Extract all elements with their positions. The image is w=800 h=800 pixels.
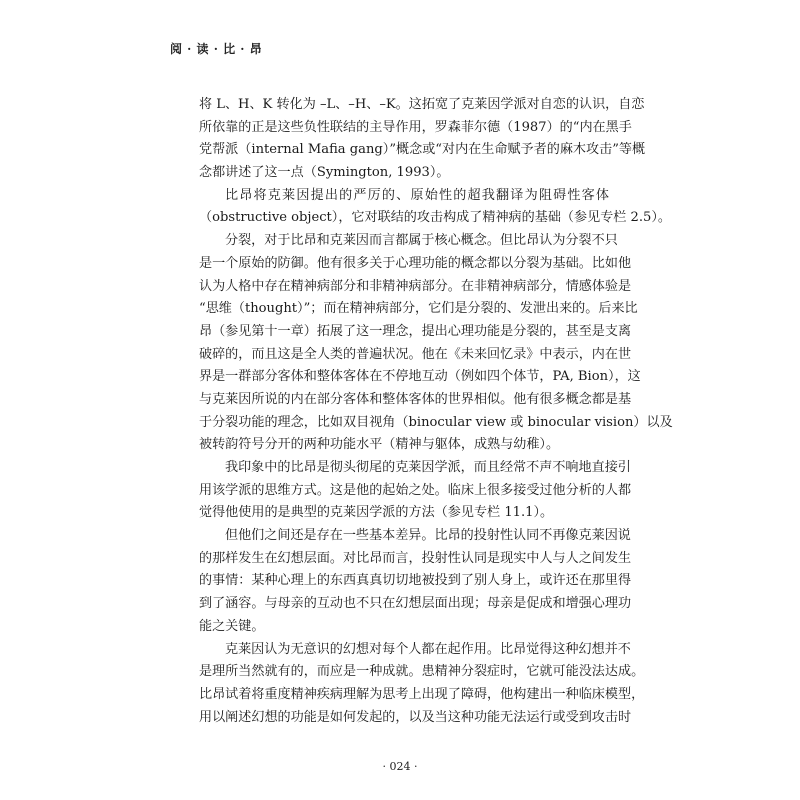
text-line: 比昂将克莱因提出的严厉的、原始性的超我翻译为阻碍性客体: [225, 187, 609, 203]
paragraph: [199, 185, 672, 230]
paragraph: [199, 457, 632, 525]
text-line: 昂（参见第十一章）拓展了这一理念，提出心理功能是分裂的，甚至是支离: [199, 323, 632, 339]
paragraph: [199, 230, 673, 457]
text-line: 是一个原始的防御。他有很多关于心理功能的概念都以分裂为基础。比如他: [199, 255, 632, 271]
text-line: “思维（thought）”；而在精神病部分，它们是分裂的、发泄出来的。后来比: [199, 301, 638, 317]
text-line: （obstructive object），它对联结的攻击构成了精神病的基础（参见专栏 2.5）。: [199, 210, 672, 226]
text-line: 是理所当然就有的，而应是一种成就。患精神分裂症时，它就可能没法达成。: [199, 664, 645, 680]
paragraph: [199, 94, 646, 185]
text-line: 被转韵符号分开的两种功能水平（精神与躯体，成熟与幼稚）。: [199, 437, 560, 453]
text-line: 到了涵容。与母亲的互动也不只在幻想层面出现；母亲是促成和增强心理功: [199, 596, 632, 612]
text-line: 觉得他使用的是典型的克莱因学派的方法（参见专栏 11.1）。: [199, 505, 554, 521]
text-line: 我印象中的比昂是彻头彻尾的克莱因学派，而且经常不声不响地直接引: [225, 460, 631, 475]
paragraph: [199, 525, 632, 638]
text-line: 所依靠的正是这些负性联结的主导作用，罗森菲尔德（1987）的“内在黑手: [199, 119, 632, 135]
body-text: [199, 94, 673, 729]
text-line: 比昂试着将重度精神疾病理解为思考上出现了障碍，他构建出一种临床模型，: [199, 686, 645, 702]
text-line: 但他们之间还是存在一些基本差异。比昂的投射性认同不再像克莱因说: [225, 528, 631, 544]
text-line: 与克莱因所说的内在部分客体和整体客体的世界相似。他有很多概念都是基: [199, 391, 632, 407]
text-line: 破碎的，而且这是全人类的普遍状况。他在《未来回忆录》中表示，内在世: [199, 346, 632, 362]
text-line: 党帮派（internal Mafia gang）”概念或“对内在生命赋予者的麻木攻击”等概: [199, 142, 646, 158]
text-line: 能之关键。: [199, 618, 265, 634]
text-line: 用以阐述幻想的功能是如何发起的，以及当这种功能无法运行或受到攻击时: [199, 709, 632, 725]
text-line: 界是一群部分客体和整体客体在不停地互动（例如四个体节，PA, Bion），这: [199, 369, 641, 385]
text-line: 将 L、H、K 转化为 –L、–H、–K。这拓宽了克莱因学派对自恋的认识，自恋: [199, 97, 645, 112]
text-line: 的事情：某种心理上的东西真真切切地被投到了别人身上，或许还在那里得: [199, 573, 632, 589]
text-line: 认为人格中存在精神病部分和非精神病部分。在非精神病部分，情感体验是: [199, 278, 632, 294]
page-number: · 024 ·: [382, 760, 418, 773]
text-line: 于分裂功能的理念，比如双目视角（binocular view 或 binocular vision）以及: [199, 414, 673, 430]
text-line: 克莱因认为无意识的幻想对每个人都在起作用。比昂觉得这种幻想并不: [225, 641, 631, 657]
text-line: 的那样发生在幻想层面。对比昂而言，投射性认同是现实中人与人之间发生: [199, 550, 632, 566]
paragraph: [199, 639, 645, 730]
text-line: 用该学派的思维方式。这是他的起始之处。临床上很多接受过他分析的人都: [199, 482, 632, 498]
text-line: 念都讲述了这一点（Symington, 1993）。: [199, 165, 450, 181]
running-head: 阅 · 读 · 比 · 昂: [170, 42, 263, 56]
text-line: 分裂，对于比昂和克莱因而言都属于核心概念。但比昂认为分裂不只: [225, 233, 618, 249]
